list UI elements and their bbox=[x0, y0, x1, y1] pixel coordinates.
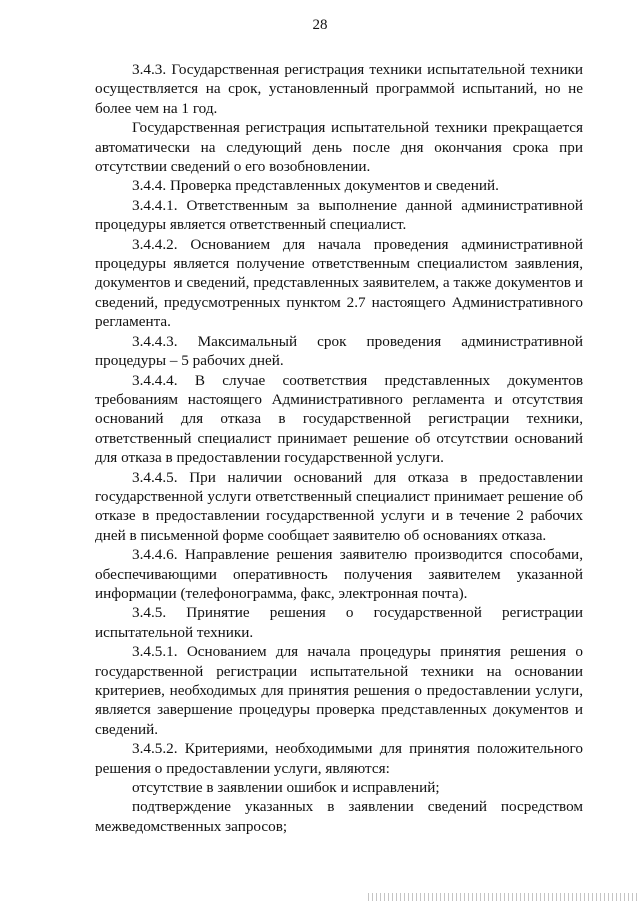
paragraph: подтверждение указанных в заявлении сведений посредством межведомственных запросов; bbox=[95, 798, 583, 835]
document-body bbox=[95, 60, 583, 836]
paragraph: 3.4.4.1. Ответственным за выполнение данной административной процедуры является ответственный специалист. bbox=[95, 196, 583, 234]
paragraph: Государственная регистрация испытательной техники прекращается автоматически на следующий день после дня окончания срока при отсутствии сведений о его возобновлении. bbox=[95, 119, 583, 176]
paragraph: 3.4.5.2. Критериями, необходимыми для принятия положительного решения о предоставлении услуги, являются: bbox=[95, 740, 583, 777]
paragraph: 3.4.5.1. Основанием для начала процедуры принятия решения о государственной регистрации испытательной техники на основании критериев, необходимых для принятия решения о предоставлении услуги, является завершение процедуры проверка представленных документов и сведений. bbox=[95, 643, 583, 738]
paragraph: 3.4.3. Государственная регистрация техники испытательной техники осуществляется на срок, установленный программой испытаний, но не более чем на 1 год. bbox=[95, 61, 583, 117]
paragraph: 3.4.5. Принятие решения о государственной регистрации испытательной техники. bbox=[95, 604, 583, 641]
paragraph: 3.4.4.5. При наличии оснований для отказа в предоставлении государственной услуги ответственный специалист принимает решение об отказе в предоставлении государственной услуги и в течение 2 рабочих дней в письменной форме сообщает заявителю об основаниях отказа. bbox=[95, 468, 583, 544]
paragraph: 3.4.4.6. Направление решения заявителю производится способами, обеспечивающими оперативность получения заявителем указанной информации (телефонограмма, факс, электронная почта). bbox=[95, 546, 583, 602]
paragraph: отсутствие в заявлении ошибок и исправлений; bbox=[132, 779, 440, 797]
paragraph: 3.4.4. Проверка представленных документов и сведений. bbox=[132, 177, 499, 195]
scan-artifact bbox=[368, 893, 638, 901]
paragraph: 3.4.4.4. В случае соответствия представленных документов требованиям настоящего Административного регламента и отсутствия оснований для отказа в государственной регистрации техники, ответственный специалист принимает решение об отсутствии оснований для отказа в предоставлении государственной услуги. bbox=[95, 371, 583, 467]
paragraph: 3.4.4.3. Максимальный срок проведения административной процедуры – 5 рабочих дней. bbox=[95, 332, 583, 370]
page-number: 28 bbox=[312, 17, 328, 33]
paragraph: 3.4.4.2. Основанием для начала проведения административной процедуры является получение ответственным специалистом заявления, документов и сведений, представленных заявителем, а также документов и сведений, предусмотренных пунктом 2.7 настоящего Административного регламента. bbox=[95, 235, 583, 331]
